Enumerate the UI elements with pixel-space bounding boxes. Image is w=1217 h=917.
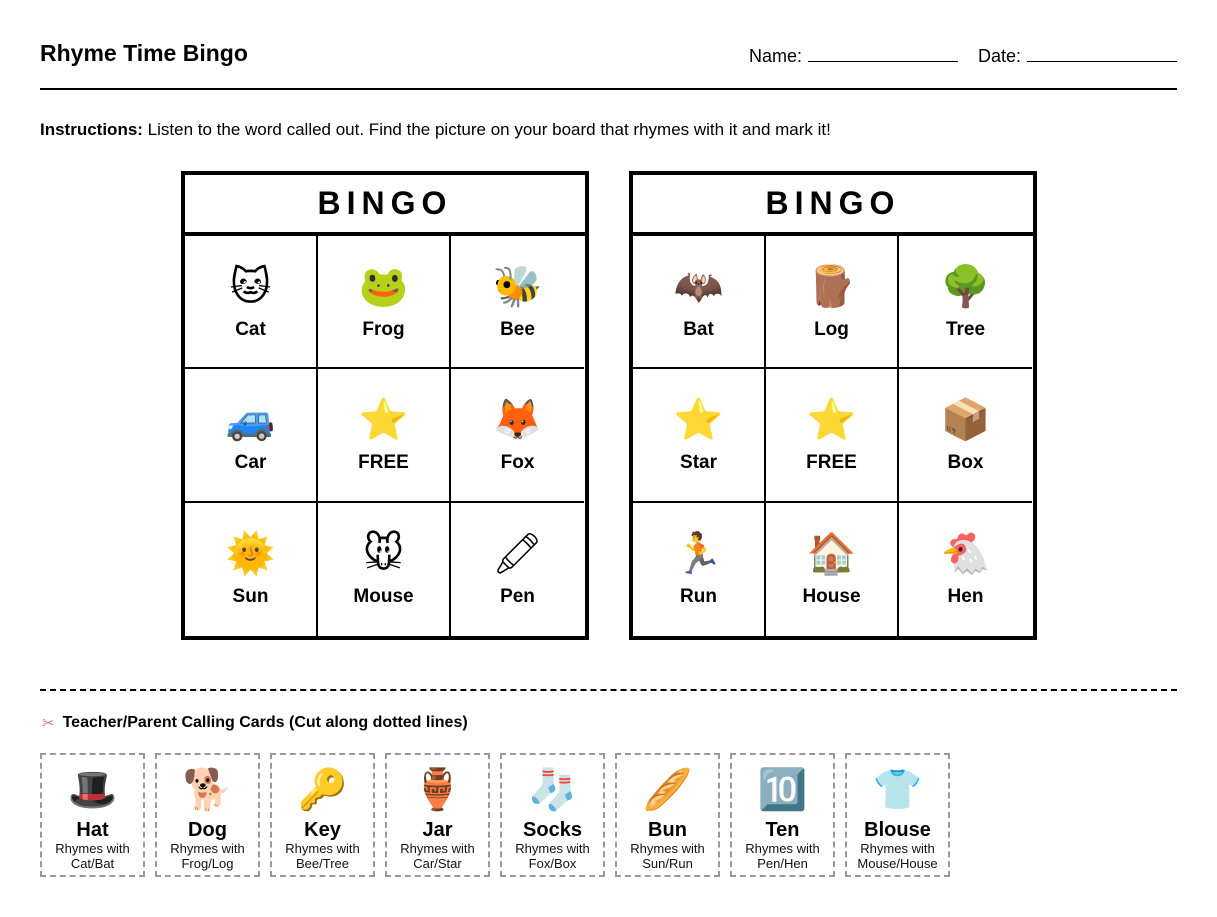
instructions-text: Listen to the word called out. Find the picture on your board that rhymes with it and mark it! (142, 120, 831, 139)
top-hat-icon: 🎩 (67, 768, 118, 812)
cell-label: Bee (500, 318, 535, 340)
bingo-cell[interactable] (633, 503, 766, 636)
tree-icon: 🌳 (940, 264, 991, 309)
cell-label: Tree (945, 318, 986, 340)
bee-icon: 🐝 (492, 264, 543, 309)
cell-label: Mouse (353, 586, 414, 608)
dog-icon: 🐕 (182, 768, 233, 812)
mouse-icon: 🐭 (362, 532, 405, 577)
scissors-icon: ✂ (42, 715, 55, 732)
date-field[interactable] (978, 46, 1177, 67)
card-rhyme-line2: Sun/Run (642, 856, 693, 871)
card-word: Jar (422, 819, 453, 841)
card-word: Dog (188, 819, 227, 841)
instructions-label: Instructions: (40, 120, 143, 139)
cell-label: Sun (232, 586, 269, 608)
cat-face-icon: 🐱 (229, 264, 272, 309)
box-icon: 📦 (940, 397, 991, 442)
board-title: BINGO (185, 175, 585, 236)
bingo-cell-free[interactable] (766, 369, 899, 502)
card-rhyme-line2: Cat/Bat (70, 856, 115, 871)
hen-icon: 🐔 (940, 532, 991, 577)
board-grid (633, 236, 1035, 636)
shirt-icon: 👕 (872, 768, 923, 812)
bingo-cell[interactable] (766, 236, 899, 369)
name-label: Name: (748, 46, 802, 66)
cell-label: Box (947, 451, 984, 473)
bingo-board-2 (629, 171, 1037, 640)
bingo-cell[interactable] (185, 503, 318, 636)
calling-card[interactable] (730, 753, 835, 877)
crayon-icon: 🖍 (492, 532, 543, 577)
calling-card[interactable] (40, 753, 145, 877)
bingo-cell[interactable] (633, 236, 766, 369)
bingo-cell[interactable] (185, 369, 318, 502)
card-word: Hat (76, 819, 109, 841)
key-icon: 🔑 (297, 768, 348, 812)
runner-icon: 🏃 (673, 532, 724, 577)
page-title: Rhyme Time Bingo (40, 40, 248, 66)
cell-label: Log (814, 318, 849, 340)
jar-icon: 🏺 (412, 768, 463, 812)
calling-card[interactable] (845, 753, 950, 877)
frog-icon: 🐸 (358, 264, 409, 309)
name-blank-line[interactable] (808, 48, 958, 62)
bingo-cell[interactable] (318, 236, 451, 369)
cell-label: Fox (500, 451, 535, 473)
bingo-cell[interactable] (766, 503, 899, 636)
cell-label: Bat (683, 318, 714, 340)
card-word: Ten (765, 819, 800, 841)
card-rhyme-line1: Rhymes with (400, 841, 475, 856)
calling-card[interactable] (615, 753, 720, 877)
card-rhyme-line1: Rhymes with (630, 841, 705, 856)
card-rhyme-line2: Pen/Hen (757, 856, 808, 871)
bingo-cell[interactable] (899, 236, 1032, 369)
bingo-cell[interactable] (318, 503, 451, 636)
fox-icon: 🦊 (492, 397, 543, 442)
cell-label: Hen (947, 586, 984, 608)
card-word: Key (304, 819, 341, 841)
cell-label: FREE (358, 451, 409, 473)
cell-label: Car (234, 451, 267, 473)
bingo-cell[interactable] (633, 369, 766, 502)
card-rhyme-line2: Mouse/House (857, 856, 938, 871)
bat-icon: 🦇 (673, 264, 724, 309)
card-rhyme-line1: Rhymes with (170, 841, 245, 856)
cell-label: Pen (500, 586, 535, 608)
card-rhyme-line2: Bee/Tree (296, 856, 349, 871)
bingo-cell[interactable] (185, 236, 318, 369)
cell-label: Star (680, 451, 717, 473)
calling-cards-title: Teacher/Parent Calling Cards (Cut along dotted lines) (62, 714, 468, 731)
board-title: BINGO (633, 175, 1033, 236)
bingo-cell-free[interactable] (318, 369, 451, 502)
card-rhyme-line1: Rhymes with (285, 841, 360, 856)
calling-card[interactable] (155, 753, 260, 877)
worksheet-header (40, 36, 1177, 90)
log-icon: 🪵 (806, 264, 857, 309)
bread-icon: 🥖 (642, 768, 693, 812)
card-rhyme-line2: Frog/Log (181, 856, 234, 871)
cut-line-divider (40, 689, 1177, 691)
card-word: Blouse (864, 819, 931, 841)
bingo-board-1 (181, 171, 589, 640)
number-ten-icon: 🔟 (757, 768, 808, 812)
card-rhyme-line1: Rhymes with (55, 841, 130, 856)
bingo-cell[interactable] (451, 369, 584, 502)
socks-icon: 🧦 (527, 768, 578, 812)
cell-label: Frog (362, 318, 405, 340)
star-icon: ⭐ (358, 397, 409, 442)
card-rhyme-line1: Rhymes with (860, 841, 935, 856)
card-rhyme-line1: Rhymes with (515, 841, 590, 856)
bingo-cell[interactable] (899, 369, 1032, 502)
house-icon: 🏠 (806, 532, 857, 577)
calling-cards-heading (42, 714, 468, 732)
cell-label: Cat (235, 318, 266, 340)
card-rhyme-line1: Rhymes with (745, 841, 820, 856)
card-rhyme-line2: Car/Star (413, 856, 462, 871)
name-field[interactable] (749, 46, 958, 67)
star-icon: ⭐ (806, 397, 857, 442)
cell-label: Run (680, 586, 717, 608)
cell-label: House (802, 586, 861, 608)
date-label: Date: (977, 46, 1021, 66)
bingo-cell[interactable] (451, 503, 584, 636)
bingo-cell[interactable] (899, 503, 1032, 636)
sun-icon: 🌞 (225, 532, 276, 577)
date-blank-line[interactable] (1027, 48, 1177, 62)
bingo-cell[interactable] (451, 236, 584, 369)
calling-card[interactable] (500, 753, 605, 877)
car-icon: 🚙 (225, 397, 276, 442)
calling-cards-row (40, 753, 960, 877)
card-word: Socks (523, 819, 582, 841)
student-fields (749, 46, 1177, 67)
card-rhyme-line2: Fox/Box (528, 856, 577, 871)
cell-label: FREE (806, 451, 857, 473)
card-word: Bun (648, 819, 687, 841)
calling-card[interactable] (270, 753, 375, 877)
board-grid (185, 236, 587, 636)
calling-card[interactable] (385, 753, 490, 877)
star-icon: ⭐ (673, 397, 724, 442)
instructions (40, 120, 831, 140)
